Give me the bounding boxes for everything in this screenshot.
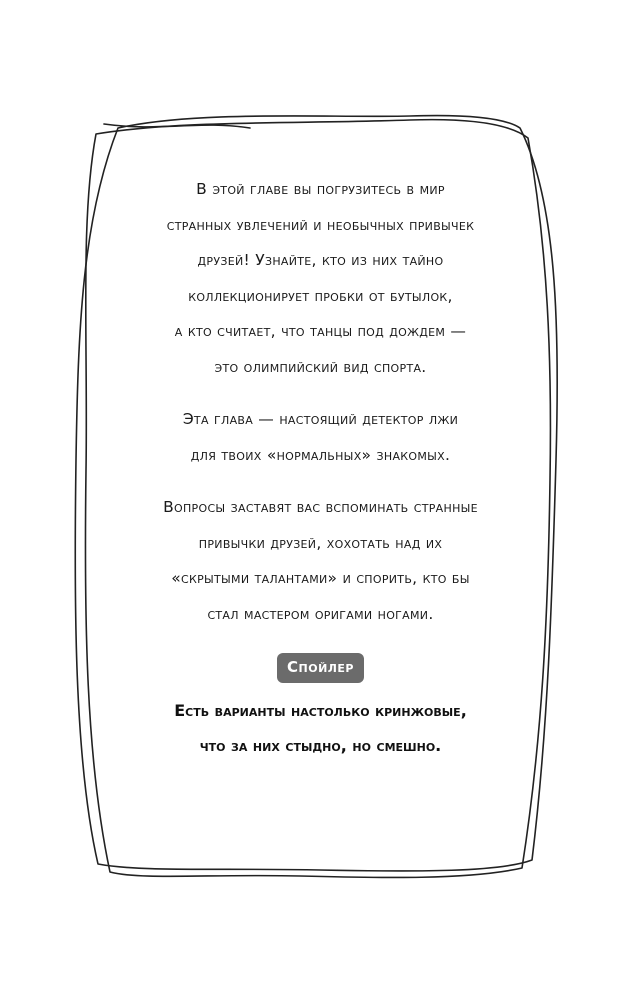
text-line: это олимпийский вид спорта. (214, 357, 427, 376)
spoiler-badge: Спойлер (277, 653, 364, 683)
text-line: Вопросы заставят вас вспоминать странные (163, 498, 478, 516)
text-line: Эта глава — настоящий детектор лжи (182, 410, 459, 428)
text-line: странных увлечений и необычных привычек (166, 215, 475, 234)
spoiler-line: Есть варианты настолько кринжовые, (174, 701, 467, 720)
questions-paragraph (100, 490, 541, 632)
text-line: В этой главе вы погрузитесь в мир (196, 180, 445, 198)
spoiler-text (100, 693, 541, 763)
text-line: привычки друзей, хохотать над их (198, 533, 443, 552)
text-line: а кто считает, что танцы под дождем — (174, 322, 467, 340)
intro-paragraph (100, 172, 541, 385)
text-line: для твоих «нормальных» знакомых. (190, 445, 451, 464)
text-line: стал мастером оригами ногами. (207, 604, 434, 623)
text-line: коллекционирует пробки от бутылок, (188, 286, 453, 305)
spoiler-badge-wrap (100, 653, 541, 683)
text-line: друзей! Узнайте, кто из них тайно (197, 251, 444, 269)
detector-paragraph (100, 402, 541, 473)
text-line: «скрытыми талантами» и спорить, кто бы (171, 569, 470, 587)
chapter-intro (100, 172, 541, 763)
spoiler-line: что за них стыдно, но смешно. (199, 736, 442, 755)
